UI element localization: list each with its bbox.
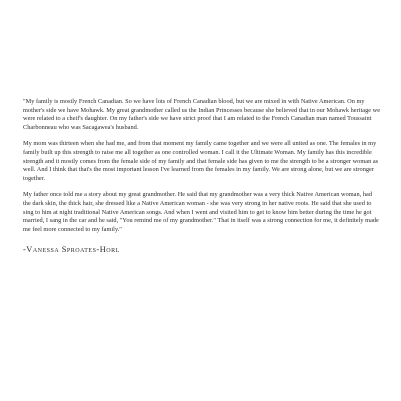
quote-paragraph-heritage: "My family is mostly French Canadian. So we have lots of French Canadian blood, but we are mixed in with Native American. On my mother's side we have Mohawk. My great grandmother called us the Indian Princesses because she believed that in our Mohawk heritage we were related to a cheif's daughter. On my father's side we have strict proof that I am related to the French Canadian man named Toussaint Charbonneau who was Sacagawea's husband.	[23, 98, 381, 131]
quote-paragraph-father-story: My father once told me a story about my great grandmother. He said that my grandmother was a very thick Native American woman, had the dark skin, the thick hair, she dressed like a Native American woman - she was very strong in her native roots. He said that she used to sing to him at night traditional Native American songs. And when I went and visited him to get to know him better during the time he got married, I sang in the car and he said, "You remind me of my grandmother." That in itself was a strong connection for me, it definitely made me feel more connected to my family."	[23, 191, 379, 233]
quote-attribution: -Vanessa Sproates-Horl	[23, 245, 120, 255]
quote-block	[23, 98, 381, 255]
quote-paragraph-ultimate-woman: My mom was thirteen when she had me, and from that moment my family came together and we were all united as one. The females in my family built up this strength to raise me all together as one controlled woman. I call it the Ultimate Woman. My family has this incredible strength and it mostly comes from the female side of my family and that female side has given to me the strength to be a stronger woman as well. And I think that that's the most important lesson I've learned from the females in my family. We are strong alone, but we are stronger together.	[23, 140, 379, 182]
